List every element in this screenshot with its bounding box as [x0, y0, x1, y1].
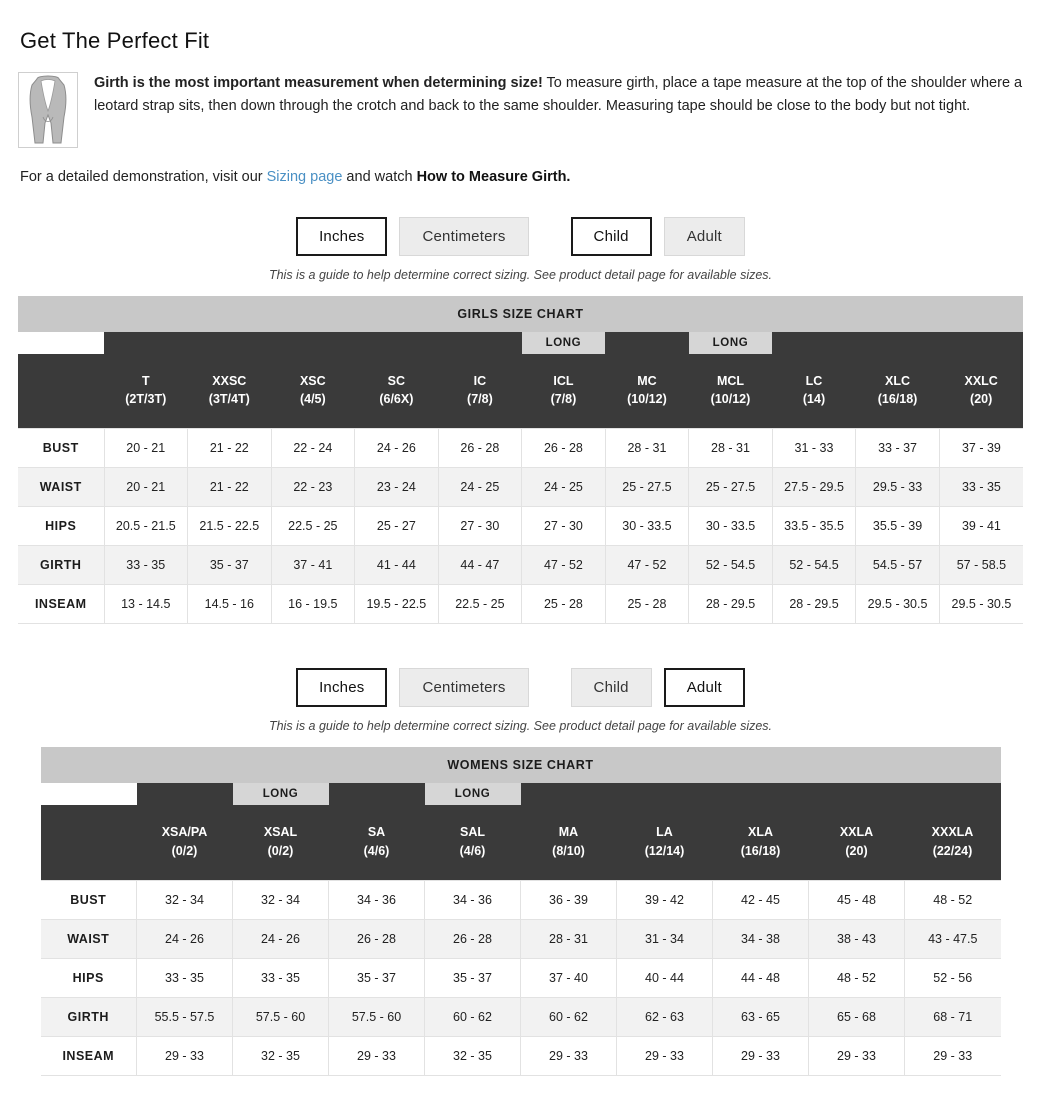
womens-cell: 40 - 44: [617, 958, 713, 997]
womens-cell: 39 - 42: [617, 880, 713, 919]
girls-cell: 27 - 30: [522, 507, 606, 546]
womens-col-sal-code: SAL: [460, 825, 485, 840]
girls-inches-button[interactable]: Inches: [296, 217, 387, 256]
womens-row-label-inseam: INSEAM: [41, 1036, 137, 1075]
girls-col-sc: [355, 354, 439, 429]
girls-cell: 24 - 26: [355, 429, 439, 468]
womens-long-cell: [617, 783, 713, 805]
womens-long-cell: [137, 783, 233, 805]
womens-col-ma-code: MA: [558, 825, 579, 840]
girls-cell: 13 - 14.5: [104, 585, 188, 624]
womens-long-cell: [329, 783, 425, 805]
girls-col-t-size: (2T/3T): [125, 392, 167, 407]
girls-col-lc-size: (14): [802, 392, 826, 407]
womens-inches-button[interactable]: Inches: [296, 668, 387, 707]
girls-col-mcl-size: (10/12): [710, 392, 751, 407]
womens-col-xsal: [233, 805, 329, 880]
girls-row-label-hips: HIPS: [18, 507, 104, 546]
girls-cell: 22 - 24: [271, 429, 355, 468]
girls-cell: 24 - 25: [438, 468, 522, 507]
womens-centimeters-button[interactable]: Centimeters: [399, 668, 528, 707]
girls-cell: 23 - 24: [355, 468, 439, 507]
womens-cell: 62 - 63: [617, 997, 713, 1036]
girls-col-xxlc: [939, 354, 1023, 429]
womens-cell: 68 - 71: [905, 997, 1001, 1036]
womens-cell: 48 - 52: [905, 880, 1001, 919]
girls-cell: 57 - 58.5: [939, 546, 1023, 585]
girls-col-mc: [605, 354, 689, 429]
girls-row-label-girth: GIRTH: [18, 546, 104, 585]
girls-col-icl-size: (7/8): [550, 392, 577, 407]
womens-cell: 60 - 62: [521, 997, 617, 1036]
womens-chart-title: WOMENS SIZE CHART: [41, 747, 1001, 783]
girls-centimeters-button[interactable]: Centimeters: [399, 217, 528, 256]
table-row: [18, 546, 1023, 585]
girls-cell: 25 - 27.5: [605, 468, 689, 507]
womens-long-cell: [521, 783, 617, 805]
girls-cell: 20 - 21: [104, 429, 188, 468]
girls-cell: 26 - 28: [522, 429, 606, 468]
womens-cell: 29 - 33: [329, 1036, 425, 1075]
womens-col-xsal-code: XSAL: [263, 825, 298, 840]
girls-col-xlc: [856, 354, 940, 429]
womens-col-ma-size: (8/10): [552, 843, 585, 858]
womens-col-xxxla-code: XXXLA: [931, 825, 974, 840]
womens-cell: 52 - 56: [905, 958, 1001, 997]
table-row: [18, 585, 1023, 624]
womens-long-row: [41, 783, 1001, 805]
womens-cell: 57.5 - 60: [233, 997, 329, 1036]
girls-cell: 47 - 52: [605, 546, 689, 585]
girls-cell: 29.5 - 30.5: [939, 585, 1023, 624]
girls-cell: 35.5 - 39: [856, 507, 940, 546]
girls-size-chart: [18, 296, 1023, 624]
girls-cell: 31 - 33: [772, 429, 856, 468]
womens-row-label-hips: HIPS: [41, 958, 137, 997]
womens-row-label-bust: BUST: [41, 880, 137, 919]
table-row: [18, 429, 1023, 468]
girls-col-xxsc: [188, 354, 272, 429]
womens-cell: 29 - 33: [905, 1036, 1001, 1075]
womens-cell: 29 - 33: [521, 1036, 617, 1075]
girls-cell: 27 - 30: [438, 507, 522, 546]
girls-cell: 16 - 19.5: [271, 585, 355, 624]
womens-long-tag-xsal: LONG: [233, 783, 329, 805]
girth-description-lead: Girth is the most important measurement when determining size!: [94, 75, 543, 91]
girls-col-mcl: [689, 354, 773, 429]
womens-row-label-girth: GIRTH: [41, 997, 137, 1036]
womens-col-sal-size: (4/6): [459, 843, 486, 858]
girls-col-lc: [772, 354, 856, 429]
girls-col-xxlc-size: (20): [970, 392, 993, 407]
girls-chart-note: This is a guide to help determine correct sizing. See product detail page for available sizes.: [268, 268, 773, 283]
girls-row-label-bust: BUST: [18, 429, 104, 468]
womens-col-la: [617, 805, 713, 880]
womens-col-xxxla-size: (22/24): [932, 843, 973, 858]
girls-cell: 33 - 35: [104, 546, 188, 585]
girls-col-xlc-code: XLC: [885, 374, 911, 389]
girls-cell: 25 - 27: [355, 507, 439, 546]
girls-header-row: [18, 354, 1023, 429]
womens-long-blank: [41, 783, 137, 805]
womens-cell: 35 - 37: [425, 958, 521, 997]
girls-header-corner: [18, 354, 104, 429]
womens-cell: 33 - 35: [137, 958, 233, 997]
womens-col-xxla-code: XXLA: [839, 825, 874, 840]
womens-col-xxla-size: (20): [845, 843, 868, 858]
womens-cell: 38 - 43: [809, 919, 905, 958]
womens-col-xxxla: [905, 805, 1001, 880]
womens-cell: 33 - 35: [233, 958, 329, 997]
girls-cell: 52 - 54.5: [689, 546, 773, 585]
womens-col-xla-code: XLA: [748, 825, 773, 840]
womens-child-button[interactable]: Child: [571, 668, 652, 707]
girls-cell: 41 - 44: [355, 546, 439, 585]
girls-cell: 20.5 - 21.5: [104, 507, 188, 546]
girls-col-t: [104, 354, 188, 429]
table-row: [41, 880, 1001, 919]
sizing-page-link[interactable]: Sizing page: [266, 169, 343, 185]
girls-cell: 28 - 29.5: [689, 585, 773, 624]
womens-cell: 32 - 35: [233, 1036, 329, 1075]
girls-col-icl-code: ICL: [553, 374, 574, 389]
womens-cell: 32 - 34: [233, 880, 329, 919]
womens-long-cell: [713, 783, 809, 805]
womens-cell: 29 - 33: [137, 1036, 233, 1075]
girls-cell: 24 - 25: [522, 468, 606, 507]
girls-toggle-row: [18, 217, 1023, 256]
womens-col-sa: [329, 805, 425, 880]
table-row: [41, 958, 1001, 997]
girls-long-tag-icl: LONG: [522, 332, 606, 354]
girls-long-cell: [939, 332, 1023, 354]
girls-col-ic-size: (7/8): [467, 392, 493, 407]
girls-cell: 21 - 22: [188, 468, 272, 507]
table-row: [18, 468, 1023, 507]
girls-cell: 26 - 28: [438, 429, 522, 468]
girls-cell: 39 - 41: [939, 507, 1023, 546]
girls-col-ic-code: IC: [473, 374, 487, 389]
girls-cell: 21.5 - 22.5: [188, 507, 272, 546]
womens-cell: 28 - 31: [521, 919, 617, 958]
womens-size-chart: [41, 747, 1001, 1075]
womens-cell: 35 - 37: [329, 958, 425, 997]
womens-col-xla: [713, 805, 809, 880]
table-row: [41, 997, 1001, 1036]
demo-bold: How to Measure Girth.: [416, 169, 571, 185]
womens-cell: 45 - 48: [809, 880, 905, 919]
girls-long-cell: [856, 332, 940, 354]
girls-long-cell: [772, 332, 856, 354]
table-row: [41, 1036, 1001, 1075]
table-row: [18, 507, 1023, 546]
girls-col-mc-size: (10/12): [627, 392, 667, 407]
womens-col-sal: [425, 805, 521, 880]
womens-long-tag-sal: LONG: [425, 783, 521, 805]
womens-col-xsal-size: (0/2): [267, 843, 294, 858]
womens-col-xla-size: (16/18): [740, 843, 781, 858]
girls-cell: 27.5 - 29.5: [772, 468, 856, 507]
womens-cell: 31 - 34: [617, 919, 713, 958]
womens-cell: 26 - 28: [425, 919, 521, 958]
girth-description: [94, 72, 1023, 119]
womens-cell: 34 - 38: [713, 919, 809, 958]
girls-cell: 28 - 31: [689, 429, 773, 468]
womens-col-la-code: LA: [656, 825, 673, 840]
girls-row-label-waist: WAIST: [18, 468, 104, 507]
womens-cell: 26 - 28: [329, 919, 425, 958]
girls-chart-title: GIRLS SIZE CHART: [18, 296, 1023, 332]
girls-cell: 22 - 23: [271, 468, 355, 507]
girls-row-label-inseam: INSEAM: [18, 585, 104, 624]
intro-section: [18, 72, 1023, 148]
girls-cell: 37 - 41: [271, 546, 355, 585]
girls-col-sc-size: (6/6X): [379, 392, 414, 407]
girls-col-sc-code: SC: [387, 374, 406, 389]
girls-cell: 37 - 39: [939, 429, 1023, 468]
girls-cell: 14.5 - 16: [188, 585, 272, 624]
girls-cell: 25 - 28: [522, 585, 606, 624]
girls-col-lc-code: LC: [805, 374, 823, 389]
womens-cell: 63 - 65: [713, 997, 809, 1036]
womens-cell: 24 - 26: [233, 919, 329, 958]
girls-col-t-code: T: [141, 374, 150, 389]
girls-long-cell: [355, 332, 439, 354]
girls-col-mc-code: MC: [637, 374, 657, 389]
womens-toggle-row: [18, 668, 1023, 707]
womens-cell: 34 - 36: [329, 880, 425, 919]
womens-col-ma: [521, 805, 617, 880]
table-row: [41, 919, 1001, 958]
demo-prefix: For a detailed demonstration, visit our: [20, 169, 267, 185]
girls-long-cell: [271, 332, 355, 354]
girls-col-xxsc-size: (3T/4T): [208, 392, 250, 407]
womens-adult-button[interactable]: Adult: [664, 668, 745, 707]
girls-long-cell: [104, 332, 188, 354]
girls-long-blank: [18, 332, 104, 354]
leotard-figure-icon: [18, 72, 78, 148]
womens-cell: 36 - 39: [521, 880, 617, 919]
womens-header-row: [41, 805, 1001, 880]
girls-cell: 29.5 - 30.5: [856, 585, 940, 624]
womens-chart-note: This is a guide to help determine correct sizing. See product detail page for available sizes.: [268, 719, 773, 734]
girls-cell: 28 - 31: [605, 429, 689, 468]
womens-long-cell: [905, 783, 1001, 805]
womens-header-corner: [41, 805, 137, 880]
womens-cell: 29 - 33: [617, 1036, 713, 1075]
girls-col-xxlc-code: XXLC: [964, 374, 998, 389]
girls-col-icl: [522, 354, 606, 429]
womens-col-sa-size: (4/6): [363, 843, 390, 858]
womens-col-la-size: (12/14): [644, 843, 685, 858]
girls-cell: 25 - 28: [605, 585, 689, 624]
leotard-figure-svg: [19, 73, 77, 147]
girls-cell: 33 - 35: [939, 468, 1023, 507]
womens-row-label-waist: WAIST: [41, 919, 137, 958]
womens-cell: 42 - 45: [713, 880, 809, 919]
womens-cell: 43 - 47.5: [905, 919, 1001, 958]
girls-cell: 54.5 - 57: [856, 546, 940, 585]
girls-cell: 29.5 - 33: [856, 468, 940, 507]
girls-long-tag-mcl: LONG: [689, 332, 773, 354]
page-title: Get The Perfect Fit: [20, 28, 210, 53]
womens-cell: 34 - 36: [425, 880, 521, 919]
girls-long-cell: [605, 332, 689, 354]
girls-col-xsc-code: XSC: [299, 374, 326, 389]
womens-cell: 29 - 33: [809, 1036, 905, 1075]
womens-col-xsapa-code: XSA/PA: [161, 825, 208, 840]
womens-chart-title-row: [41, 747, 1001, 783]
girls-cell: 30 - 33.5: [605, 507, 689, 546]
womens-cell: 65 - 68: [809, 997, 905, 1036]
girls-col-xsc: [271, 354, 355, 429]
girls-chart-title-row: [18, 296, 1023, 332]
womens-cell: 55.5 - 57.5: [137, 997, 233, 1036]
womens-cell: 44 - 48: [713, 958, 809, 997]
girls-cell: 35 - 37: [188, 546, 272, 585]
girls-cell: 44 - 47: [438, 546, 522, 585]
girls-cell: 33 - 37: [856, 429, 940, 468]
girls-child-button[interactable]: Child: [571, 217, 652, 256]
demo-middle: and watch: [342, 169, 417, 185]
womens-col-xxla: [809, 805, 905, 880]
girls-cell: 47 - 52: [522, 546, 606, 585]
womens-cell: 57.5 - 60: [329, 997, 425, 1036]
womens-cell: 37 - 40: [521, 958, 617, 997]
girth-description-body: To measure girth, place a tape measure at the top of the shoulder where a leotard strap sits, then down through the crotch and back to the same shoulder. Measuring tape should be close to the body but not tight.: [94, 75, 1023, 115]
girls-col-xsc-size: (4/5): [299, 392, 326, 407]
girls-cell: 28 - 29.5: [772, 585, 856, 624]
demo-line: [20, 166, 1023, 189]
girls-col-mcl-code: MCL: [716, 374, 745, 389]
girls-cell: 19.5 - 22.5: [355, 585, 439, 624]
girls-cell: 30 - 33.5: [689, 507, 773, 546]
womens-cell: 48 - 52: [809, 958, 905, 997]
girls-col-xlc-size: (16/18): [877, 392, 918, 407]
girls-long-cell: [438, 332, 522, 354]
womens-cell: 29 - 33: [713, 1036, 809, 1075]
girls-cell: 22.5 - 25: [271, 507, 355, 546]
womens-col-xsapa: [137, 805, 233, 880]
girls-col-ic: [438, 354, 522, 429]
girls-col-xxsc-code: XXSC: [212, 374, 247, 389]
womens-col-sa-code: SA: [367, 825, 386, 840]
girls-long-cell: [188, 332, 272, 354]
girls-cell: 25 - 27.5: [689, 468, 773, 507]
womens-cell: 60 - 62: [425, 997, 521, 1036]
womens-cell: 24 - 26: [137, 919, 233, 958]
girls-cell: 20 - 21: [104, 468, 188, 507]
womens-col-xsapa-size: (0/2): [171, 843, 198, 858]
womens-cell: 32 - 35: [425, 1036, 521, 1075]
girls-long-row: [18, 332, 1023, 354]
girls-cell: 22.5 - 25: [438, 585, 522, 624]
womens-cell: 32 - 34: [137, 880, 233, 919]
girls-adult-button[interactable]: Adult: [664, 217, 745, 256]
womens-long-cell: [809, 783, 905, 805]
girls-cell: 21 - 22: [188, 429, 272, 468]
girls-cell: 33.5 - 35.5: [772, 507, 856, 546]
girls-cell: 52 - 54.5: [772, 546, 856, 585]
